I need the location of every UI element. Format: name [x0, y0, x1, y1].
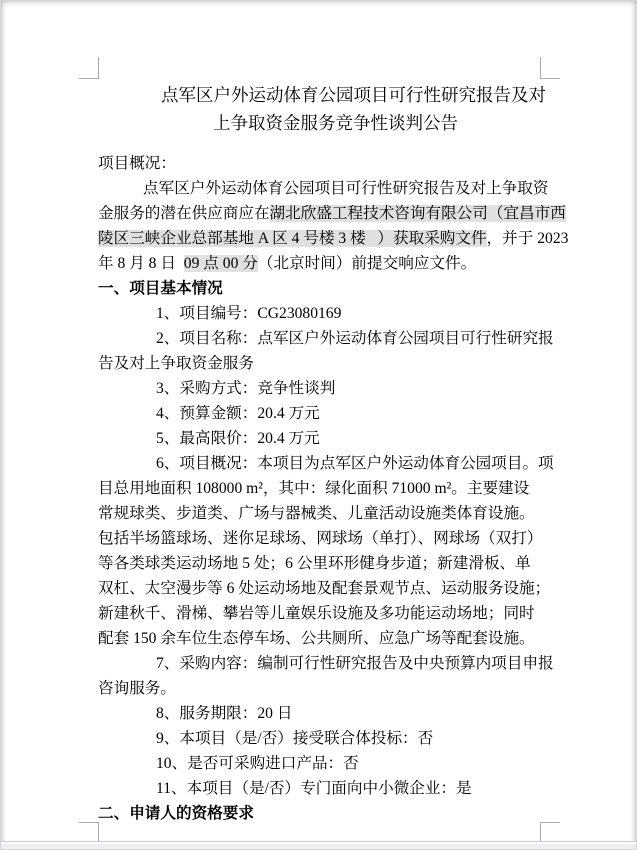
text-line: [98, 676, 540, 701]
text-segment: 新建秋千、滑梯、攀岩等儿童娱乐设施及多功能运动场地；同时: [98, 605, 535, 622]
shaded-field: 陵区三峡企业总部基地 A 区 4 号楼 3 楼 ）获取采购文件: [98, 230, 487, 247]
text-segment: 包括半场篮球场、迷你足球场、网球场（单打）、网球场（双打）: [98, 530, 543, 547]
crop-mark-top-right: [540, 57, 560, 79]
text-line: [98, 601, 540, 626]
text-segment: 8、服务期限：20 日: [156, 705, 293, 722]
text-line: [98, 526, 543, 551]
text-line: [98, 376, 540, 401]
text-segment: 配套 150 余车位生态停车场、公共厕所、应急广场等配套设施。: [98, 630, 535, 647]
text-segment: 一、项目基本情况: [98, 280, 223, 297]
text-segment: 年 8 月 8 日: [98, 255, 184, 272]
section-heading: [98, 801, 540, 826]
text-line: [98, 251, 540, 276]
text-segment: （北京时间）前提交响应文件。: [257, 255, 477, 272]
document-title: [98, 81, 546, 137]
text-segment: 6、项目概况：本项目为点军区户外运动体育公园项目。项: [156, 455, 554, 472]
text-segment: 9、本项目（是/否）接受联合体投标：否: [156, 730, 434, 747]
text-line: [98, 151, 540, 176]
text-segment: 11、本项目（是/否）专门面向中小微企业：是: [156, 780, 472, 797]
text-line: [98, 551, 540, 576]
text-line: [98, 401, 540, 426]
text-line: [98, 351, 540, 376]
text-segment: 5、最高限价：20.4 万元: [156, 430, 320, 447]
text-segment: 双杠、太空漫步等 6 处运动场地及配套景观节点、运动服务设施；: [98, 580, 551, 597]
text-segment: 3、采购方式：竞争性谈判: [156, 380, 336, 397]
text-line: [98, 476, 540, 501]
text-line: [98, 751, 540, 776]
text-segment: 7、采购内容：编制可行性研究报告及中央预算内项目申报: [156, 655, 554, 672]
text-line: [98, 451, 554, 476]
text-line: [98, 201, 566, 226]
document-body: [98, 151, 569, 826]
text-segment: 1、项目编号：CG23080169: [156, 305, 342, 322]
text-segment: 告及对上争取资金服务: [98, 355, 254, 372]
text-line: [98, 301, 540, 326]
text-line: [98, 651, 554, 676]
crop-mark-top-left: [79, 57, 99, 79]
text-line: [98, 326, 554, 351]
text-segment: 金服务的潜在供应商应在: [98, 205, 270, 222]
text-segment: 项目概况：: [98, 155, 176, 172]
text-line: [98, 726, 540, 751]
text-line: [98, 226, 569, 251]
text-segment: 等各类球类运动场地 5 处；6 公里环形健身步道；新建滑板、单: [98, 555, 531, 572]
text-line: [98, 176, 549, 201]
title-line-1: 点军区户外运动体育公园项目可行性研究报告及对: [161, 85, 546, 105]
text-line: [98, 701, 540, 726]
title-line-2: 上争取资金服务竞争性谈判公告: [213, 113, 458, 133]
shaded-field: 09 点 00 分: [183, 255, 258, 272]
text-line: [98, 776, 540, 801]
text-line: [98, 576, 551, 601]
text-segment: 4、预算金额：20.4 万元: [156, 405, 320, 422]
text-segment: ，并于 2023: [486, 230, 569, 247]
text-segment: 目总用地面积 108000 m²，其中：绿化面积 71000 m²。主要建设: [98, 480, 530, 497]
text-line: [98, 426, 540, 451]
document-content: [98, 81, 569, 826]
text-segment: 2、项目名称：点军区户外运动体育公园项目可行性研究报: [156, 330, 554, 347]
text-segment: 点军区户外运动体育公园项目可行性研究报告及对上争取资: [143, 180, 549, 197]
shaded-field: 湖北欣盛工程技术咨询有限公司（宜昌市西: [269, 205, 566, 222]
page-bottom-edge: [1, 841, 636, 849]
text-line: [98, 626, 540, 651]
text-segment: 二、申请人的资格要求: [98, 805, 254, 822]
text-line: [98, 501, 540, 526]
text-segment: 常规球类、步道类、广场与器械类、儿童活动设施类体育设施。: [98, 505, 535, 522]
text-segment: 10、是否可采购进口产品：否: [156, 755, 359, 772]
section-heading: [98, 276, 540, 301]
text-segment: 咨询服务。: [98, 680, 176, 697]
